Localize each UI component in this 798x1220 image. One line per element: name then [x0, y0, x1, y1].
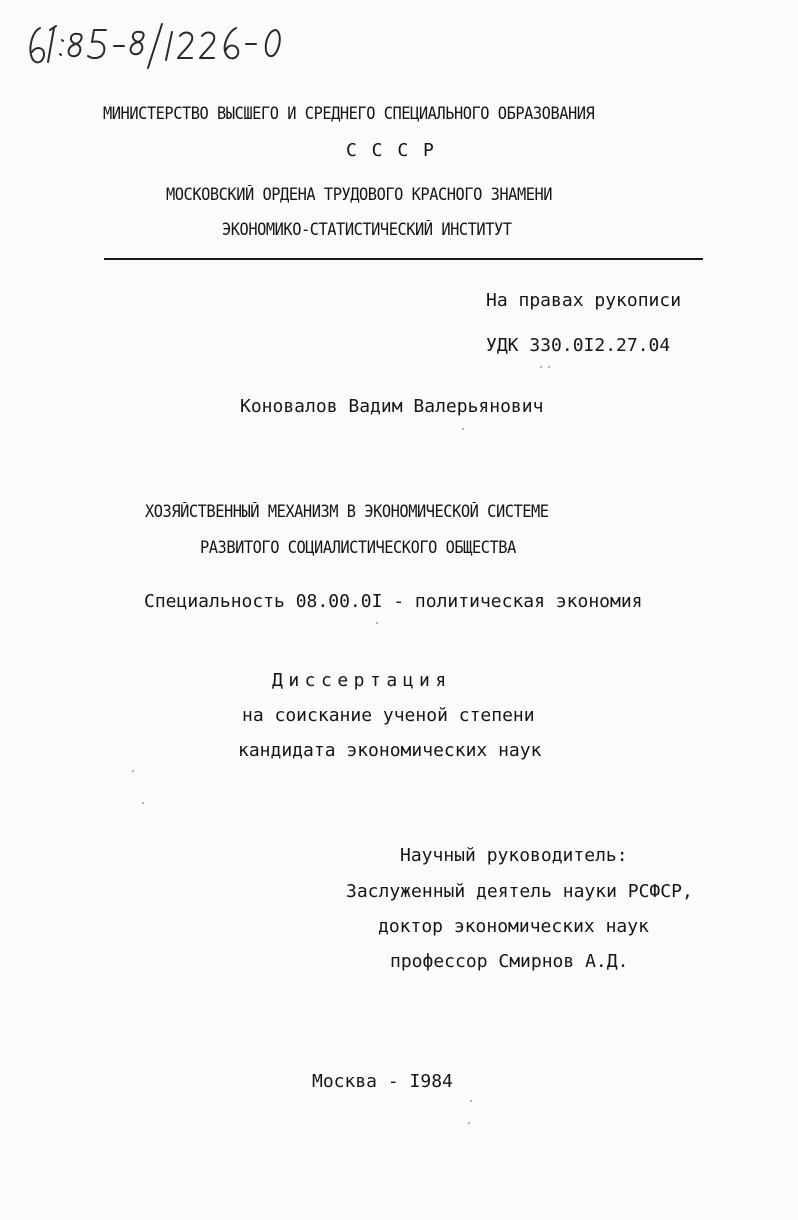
- specialty-line: Специальность 08.00.0I - политическая экономия: [144, 591, 643, 612]
- manuscript-rights-note: На правах рукописи: [486, 290, 682, 311]
- institute-name-line2: ЭКОНОМИКО-СТАТИСТИЧЕСКИЙ ИНСТИТУТ: [222, 220, 512, 239]
- scan-speck: [470, 1100, 472, 1102]
- scan-speck: [468, 1122, 470, 1124]
- place-and-year: Москва - I984: [312, 1071, 453, 1092]
- supervisor-title2: доктор экономических наук: [378, 916, 649, 937]
- dissertation-heading: Диссертация: [272, 670, 452, 691]
- degree-line2: кандидата экономических наук: [238, 740, 542, 761]
- thesis-title-line1: ХОЗЯЙСТВЕННЫЙ МЕХАНИЗМ В ЭКОНОМИЧЕСКОЙ СИСТЕМЕ: [145, 502, 549, 521]
- scan-speck: [376, 622, 378, 624]
- scan-speck: [548, 366, 550, 368]
- scan-speck: [132, 770, 134, 772]
- scan-speck: [142, 802, 144, 804]
- scan-speck: [462, 428, 464, 430]
- udc-code: УДК 330.0I2.27.04: [486, 335, 671, 356]
- thesis-title-line2: РАЗВИТОГО СОЦИАЛИСТИЧЕСКОГО ОБЩЕСТВА: [200, 538, 516, 557]
- header-divider: [104, 258, 703, 260]
- country-heading: С С С Р: [346, 140, 436, 161]
- author-name: Коновалов Вадим Валерьянович: [240, 396, 544, 417]
- supervisor-label: Научный руководитель:: [400, 845, 628, 866]
- scan-speck: [540, 366, 542, 368]
- supervisor-name: профессор Смирнов А.Д.: [390, 951, 629, 972]
- ministry-heading: МИНИСТЕРСТВО ВЫСШЕГО И СРЕДНЕГО СПЕЦИАЛЬНОГО ОБРАЗОВАНИЯ: [103, 104, 595, 123]
- institute-name-line1: МОСКОВСКИЙ ОРДЕНА ТРУДОВОГО КРАСНОГО ЗНАМЕНИ: [166, 185, 553, 204]
- supervisor-title1: Заслуженный деятель науки РСФСР,: [346, 881, 693, 902]
- archive-stamp-handwriting: [22, 14, 292, 74]
- degree-line1: на соискание ученой степени: [242, 705, 535, 726]
